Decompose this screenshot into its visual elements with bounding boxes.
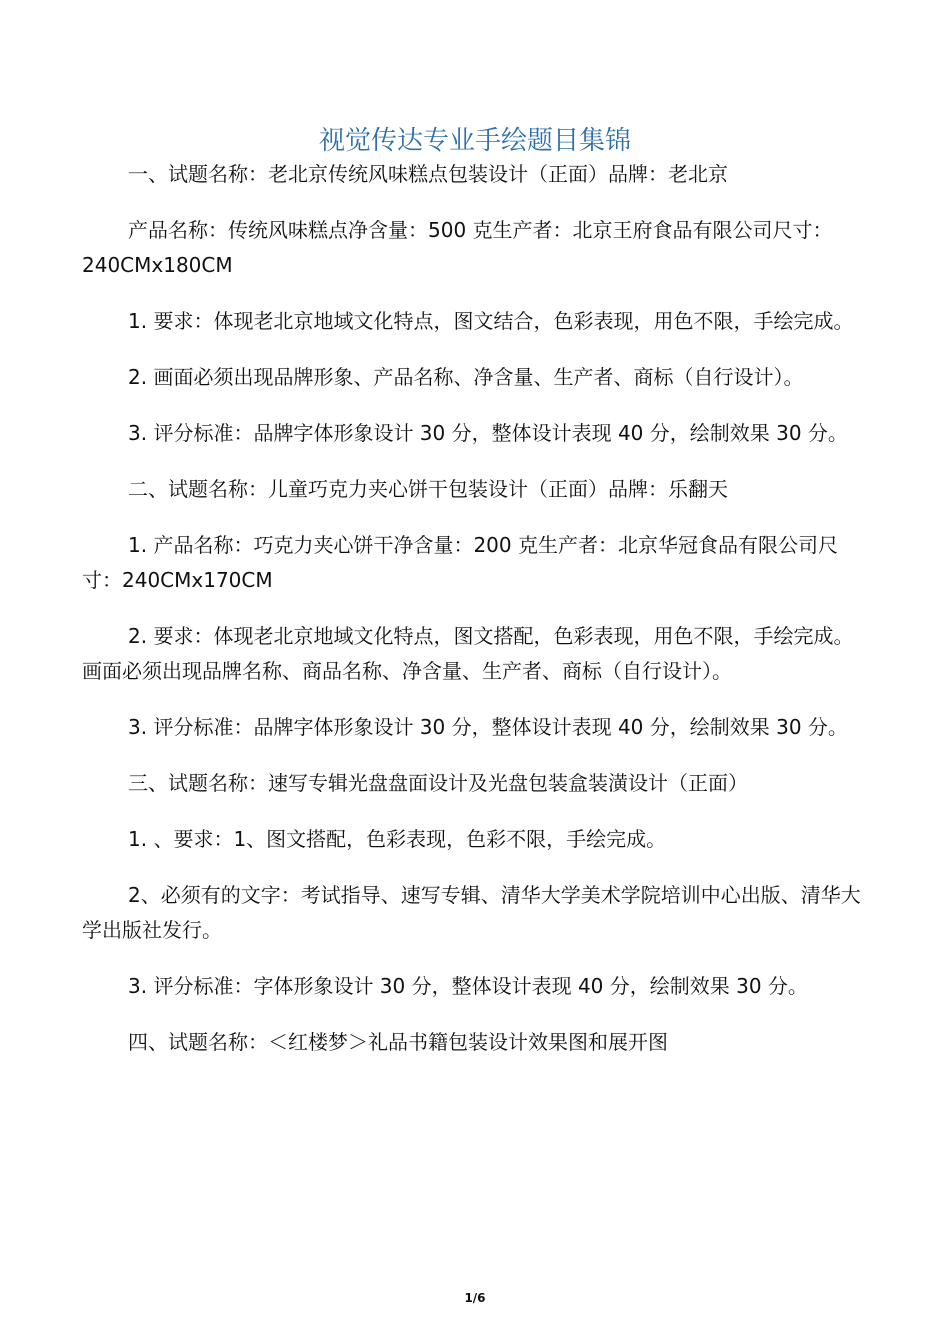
paragraph-4: 2. 画面必须出现品牌形象、产品名称、净含量、生产者、商标（自行设计）。 [128,365,804,389]
paragraph-6: 二、试题名称：儿童巧克力夹心饼干包装设计（正面）品牌：乐翻天 [128,477,728,501]
paragraph-5: 3. 评分标准：品牌字体形象设计 30 分，整体设计表现 40 分，绘制效果 30 分。 [128,421,848,445]
paragraph-8: 2. 要求：体现老北京地域文化特点，图文搭配，色彩表现，用色不限，手绘完成。画面必须出现品牌名称、商品名称、净含量、生产者、商标（自行设计）。 [82,624,854,683]
paragraph-12: 2、必须有的文字：考试指导、速写专辑、清华大学美术学院培训中心出版、清华大学出版社发行。 [82,883,861,942]
page-number: 1/6 [464,1291,486,1305]
document-body [82,157,872,1081]
paragraph-3: 1. 要求：体现老北京地域文化特点，图文结合，色彩表现，用色不限，手绘完成。 [128,309,854,333]
paragraph-14: 四、试题名称：＜红楼梦＞礼品书籍包装设计效果图和展开图 [128,1030,668,1054]
paragraph-2: 产品名称：传统风味糕点净含量：500 克生产者：北京王府食品有限公司尺寸：240CMx180CM [82,218,833,277]
paragraph-7: 1. 产品名称：巧克力夹心饼干净含量：200 克生产者：北京华冠食品有限公司尺寸：240CMx170CM [82,533,838,592]
paragraph-11: 1. 、要求：1、图文搭配，色彩表现，色彩不限，手绘完成。 [128,827,667,851]
document-title: 视觉传达专业手绘题目集锦 [318,126,631,157]
paragraph-9: 3. 评分标准：品牌字体形象设计 30 分，整体设计表现 40 分，绘制效果 30 分。 [128,715,848,739]
paragraph-1: 一、试题名称：老北京传统风味糕点包装设计（正面）品牌：老北京 [128,162,728,186]
paragraph-13: 3. 评分标准：字体形象设计 30 分，整体设计表现 40 分，绘制效果 30 分。 [128,974,808,998]
paragraph-10: 三、试题名称：速写专辑光盘盘面设计及光盘包装盒装潢设计（正面） [128,771,748,795]
